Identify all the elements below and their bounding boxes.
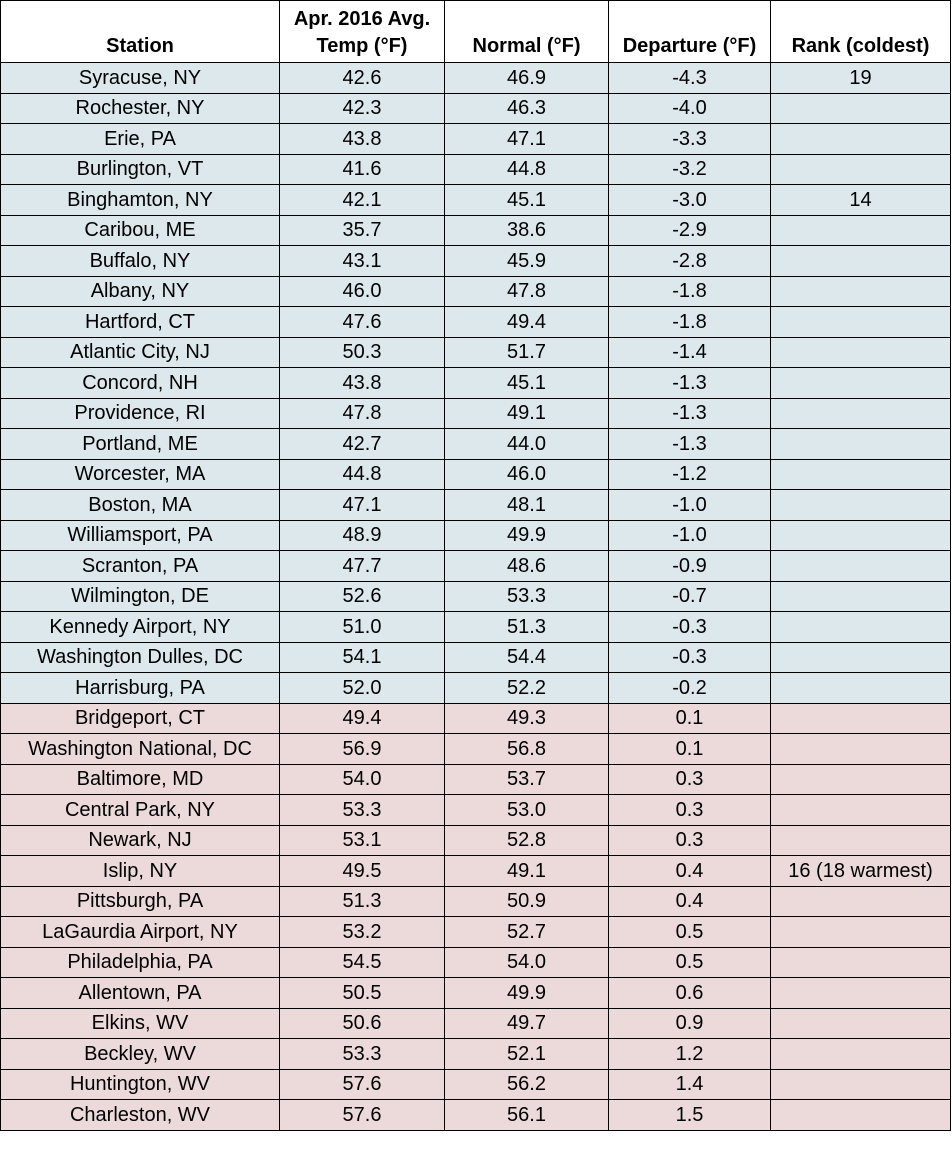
table-row	[1, 93, 951, 124]
cell-rank	[771, 154, 951, 185]
cell-rank	[771, 124, 951, 155]
cell-station: Charleston, WV	[1, 1100, 280, 1131]
cell-rank	[771, 459, 951, 490]
table-row	[1, 124, 951, 155]
header-normal	[445, 1, 609, 63]
cell-rank	[771, 307, 951, 338]
cell-departure: 0.5	[609, 917, 771, 948]
cell-rank	[771, 978, 951, 1009]
cell-normal: 45.9	[445, 246, 609, 277]
cell-normal: 49.9	[445, 520, 609, 551]
cell-station: Scranton, PA	[1, 551, 280, 582]
cell-station: Williamsport, PA	[1, 520, 280, 551]
cell-departure: 0.3	[609, 795, 771, 826]
cell-normal: 52.8	[445, 825, 609, 856]
cell-avg-temp: 57.6	[280, 1100, 445, 1131]
cell-station: Elkins, WV	[1, 1008, 280, 1039]
cell-avg-temp: 53.3	[280, 795, 445, 826]
cell-rank	[771, 368, 951, 399]
table-row	[1, 1039, 951, 1070]
cell-avg-temp: 43.1	[280, 246, 445, 277]
cell-avg-temp: 56.9	[280, 734, 445, 765]
cell-normal: 52.1	[445, 1039, 609, 1070]
cell-departure: 0.6	[609, 978, 771, 1009]
table-row	[1, 917, 951, 948]
cell-avg-temp: 52.0	[280, 673, 445, 704]
cell-normal: 44.8	[445, 154, 609, 185]
cell-normal: 49.7	[445, 1008, 609, 1039]
cell-station: Portland, ME	[1, 429, 280, 460]
cell-station: Central Park, NY	[1, 795, 280, 826]
cell-rank: 16 (18 warmest)	[771, 856, 951, 887]
table-row	[1, 642, 951, 673]
cell-normal: 51.3	[445, 612, 609, 643]
cell-station: Albany, NY	[1, 276, 280, 307]
cell-rank	[771, 734, 951, 765]
cell-rank	[771, 551, 951, 582]
table-row	[1, 185, 951, 216]
cell-station: Hartford, CT	[1, 307, 280, 338]
cell-rank	[771, 642, 951, 673]
table-row	[1, 459, 951, 490]
table-row	[1, 551, 951, 582]
cell-normal: 50.9	[445, 886, 609, 917]
cell-station: Concord, NH	[1, 368, 280, 399]
cell-avg-temp: 54.0	[280, 764, 445, 795]
table-row	[1, 673, 951, 704]
cell-station: Newark, NJ	[1, 825, 280, 856]
table-row	[1, 1100, 951, 1131]
cell-normal: 44.0	[445, 429, 609, 460]
header-rank	[771, 1, 951, 63]
cell-normal: 53.7	[445, 764, 609, 795]
cell-departure: -1.3	[609, 368, 771, 399]
cell-station: Bridgeport, CT	[1, 703, 280, 734]
table-row	[1, 795, 951, 826]
cell-avg-temp: 42.3	[280, 93, 445, 124]
cell-station: Binghamton, NY	[1, 185, 280, 216]
cell-normal: 56.2	[445, 1069, 609, 1100]
cell-avg-temp: 42.6	[280, 63, 445, 94]
cell-normal: 51.7	[445, 337, 609, 368]
cell-avg-temp: 46.0	[280, 276, 445, 307]
cell-departure: 0.1	[609, 703, 771, 734]
cell-normal: 47.8	[445, 276, 609, 307]
cell-station: Washington Dulles, DC	[1, 642, 280, 673]
cell-avg-temp: 44.8	[280, 459, 445, 490]
cell-rank	[771, 673, 951, 704]
table-row	[1, 63, 951, 94]
cell-station: Kennedy Airport, NY	[1, 612, 280, 643]
table-row	[1, 490, 951, 521]
cell-departure: 1.5	[609, 1100, 771, 1131]
cell-departure: 1.2	[609, 1039, 771, 1070]
cell-avg-temp: 49.4	[280, 703, 445, 734]
header-departure	[609, 1, 771, 63]
cell-departure: -2.8	[609, 246, 771, 277]
header-normal-label: Normal (°F)	[472, 35, 581, 57]
table-row	[1, 581, 951, 612]
cell-avg-temp: 50.5	[280, 978, 445, 1009]
cell-avg-temp: 47.6	[280, 307, 445, 338]
cell-station: Caribou, ME	[1, 215, 280, 246]
cell-station: Allentown, PA	[1, 978, 280, 1009]
cell-avg-temp: 35.7	[280, 215, 445, 246]
table-row	[1, 886, 951, 917]
cell-departure: 1.4	[609, 1069, 771, 1100]
table-row	[1, 215, 951, 246]
cell-rank	[771, 886, 951, 917]
cell-departure: -3.3	[609, 124, 771, 155]
cell-rank	[771, 429, 951, 460]
table-row	[1, 1069, 951, 1100]
cell-normal: 48.6	[445, 551, 609, 582]
cell-avg-temp: 51.0	[280, 612, 445, 643]
cell-avg-temp: 47.7	[280, 551, 445, 582]
cell-station: Boston, MA	[1, 490, 280, 521]
cell-normal: 56.8	[445, 734, 609, 765]
table-row	[1, 429, 951, 460]
cell-station: LaGaurdia Airport, NY	[1, 917, 280, 948]
cell-departure: -0.2	[609, 673, 771, 704]
cell-rank: 14	[771, 185, 951, 216]
cell-rank	[771, 1069, 951, 1100]
cell-normal: 52.2	[445, 673, 609, 704]
cell-departure: -1.2	[609, 459, 771, 490]
cell-departure: -1.3	[609, 429, 771, 460]
cell-normal: 38.6	[445, 215, 609, 246]
cell-departure: -0.9	[609, 551, 771, 582]
header-row	[1, 1, 951, 63]
cell-avg-temp: 50.6	[280, 1008, 445, 1039]
cell-normal: 47.1	[445, 124, 609, 155]
cell-rank	[771, 276, 951, 307]
cell-station: Philadelphia, PA	[1, 947, 280, 978]
cell-rank	[771, 93, 951, 124]
cell-rank	[771, 337, 951, 368]
cell-rank	[771, 825, 951, 856]
cell-normal: 49.1	[445, 856, 609, 887]
table-row	[1, 307, 951, 338]
cell-station: Syracuse, NY	[1, 63, 280, 94]
cell-station: Erie, PA	[1, 124, 280, 155]
cell-rank	[771, 1008, 951, 1039]
table-row	[1, 856, 951, 887]
table-row	[1, 1008, 951, 1039]
cell-station: Islip, NY	[1, 856, 280, 887]
cell-departure: -1.8	[609, 276, 771, 307]
cell-avg-temp: 54.1	[280, 642, 445, 673]
cell-departure: -0.3	[609, 642, 771, 673]
header-rank-label: Rank (coldest)	[791, 35, 930, 57]
table-row	[1, 276, 951, 307]
cell-avg-temp: 43.8	[280, 368, 445, 399]
cell-departure: 0.3	[609, 825, 771, 856]
cell-normal: 49.1	[445, 398, 609, 429]
cell-departure: 0.4	[609, 886, 771, 917]
cell-station: Baltimore, MD	[1, 764, 280, 795]
cell-departure: 0.9	[609, 1008, 771, 1039]
cell-rank	[771, 1039, 951, 1070]
cell-normal: 49.4	[445, 307, 609, 338]
cell-departure: -0.7	[609, 581, 771, 612]
cell-departure: -4.0	[609, 93, 771, 124]
cell-avg-temp: 47.8	[280, 398, 445, 429]
cell-rank	[771, 795, 951, 826]
cell-normal: 56.1	[445, 1100, 609, 1131]
cell-avg-temp: 54.5	[280, 947, 445, 978]
table-row	[1, 703, 951, 734]
cell-station: Buffalo, NY	[1, 246, 280, 277]
cell-avg-temp: 49.5	[280, 856, 445, 887]
cell-avg-temp: 47.1	[280, 490, 445, 521]
cell-rank	[771, 398, 951, 429]
cell-avg-temp: 51.3	[280, 886, 445, 917]
table-body	[1, 63, 951, 1131]
table-row	[1, 337, 951, 368]
cell-avg-temp: 43.8	[280, 124, 445, 155]
cell-rank	[771, 246, 951, 277]
cell-station: Rochester, NY	[1, 93, 280, 124]
cell-normal: 52.7	[445, 917, 609, 948]
cell-departure: -1.0	[609, 520, 771, 551]
cell-rank	[771, 1100, 951, 1131]
cell-departure: 0.4	[609, 856, 771, 887]
cell-normal: 49.3	[445, 703, 609, 734]
header-departure-label: Departure (°F)	[622, 35, 757, 57]
cell-departure: -3.0	[609, 185, 771, 216]
cell-rank	[771, 947, 951, 978]
cell-station: Providence, RI	[1, 398, 280, 429]
cell-departure: 0.5	[609, 947, 771, 978]
table-row	[1, 398, 951, 429]
table-row	[1, 978, 951, 1009]
cell-avg-temp: 53.1	[280, 825, 445, 856]
cell-departure: -2.9	[609, 215, 771, 246]
cell-normal: 46.0	[445, 459, 609, 490]
cell-normal: 45.1	[445, 368, 609, 399]
cell-departure: -0.3	[609, 612, 771, 643]
header-avg-line1: Apr. 2016 Avg.	[293, 8, 431, 30]
cell-departure: -1.8	[609, 307, 771, 338]
header-avg-line2: Temp (°F)	[316, 35, 408, 57]
cell-rank	[771, 917, 951, 948]
cell-rank	[771, 520, 951, 551]
cell-avg-temp: 53.3	[280, 1039, 445, 1070]
cell-station: Huntington, WV	[1, 1069, 280, 1100]
cell-avg-temp: 42.1	[280, 185, 445, 216]
cell-station: Atlantic City, NJ	[1, 337, 280, 368]
cell-avg-temp: 42.7	[280, 429, 445, 460]
table-row	[1, 368, 951, 399]
cell-normal: 45.1	[445, 185, 609, 216]
table-row	[1, 734, 951, 765]
cell-departure: 0.1	[609, 734, 771, 765]
cell-rank	[771, 490, 951, 521]
cell-normal: 53.0	[445, 795, 609, 826]
cell-avg-temp: 53.2	[280, 917, 445, 948]
cell-avg-temp: 57.6	[280, 1069, 445, 1100]
table-row	[1, 520, 951, 551]
cell-normal: 46.3	[445, 93, 609, 124]
cell-rank: 19	[771, 63, 951, 94]
cell-departure: -1.3	[609, 398, 771, 429]
cell-departure: -3.2	[609, 154, 771, 185]
cell-station: Burlington, VT	[1, 154, 280, 185]
cell-avg-temp: 48.9	[280, 520, 445, 551]
cell-rank	[771, 764, 951, 795]
table-row	[1, 154, 951, 185]
cell-rank	[771, 581, 951, 612]
cell-station: Wilmington, DE	[1, 581, 280, 612]
cell-normal: 54.0	[445, 947, 609, 978]
table-row	[1, 947, 951, 978]
table-row	[1, 246, 951, 277]
cell-normal: 46.9	[445, 63, 609, 94]
cell-departure: -1.4	[609, 337, 771, 368]
table-row	[1, 764, 951, 795]
cell-departure: -1.0	[609, 490, 771, 521]
cell-normal: 49.9	[445, 978, 609, 1009]
cell-station: Worcester, MA	[1, 459, 280, 490]
table-header	[1, 1, 951, 63]
header-station-label: Station	[106, 35, 174, 57]
cell-rank	[771, 612, 951, 643]
table-row	[1, 612, 951, 643]
table-row	[1, 825, 951, 856]
cell-normal: 48.1	[445, 490, 609, 521]
cell-avg-temp: 41.6	[280, 154, 445, 185]
cell-normal: 54.4	[445, 642, 609, 673]
cell-departure: 0.3	[609, 764, 771, 795]
cell-avg-temp: 52.6	[280, 581, 445, 612]
cell-station: Harrisburg, PA	[1, 673, 280, 704]
header-station	[1, 1, 280, 63]
cell-station: Pittsburgh, PA	[1, 886, 280, 917]
cell-departure: -4.3	[609, 63, 771, 94]
cell-normal: 53.3	[445, 581, 609, 612]
cell-station: Washington National, DC	[1, 734, 280, 765]
cell-station: Beckley, WV	[1, 1039, 280, 1070]
cell-avg-temp: 50.3	[280, 337, 445, 368]
cell-rank	[771, 703, 951, 734]
cell-rank	[771, 215, 951, 246]
header-avg-temp	[280, 1, 445, 63]
